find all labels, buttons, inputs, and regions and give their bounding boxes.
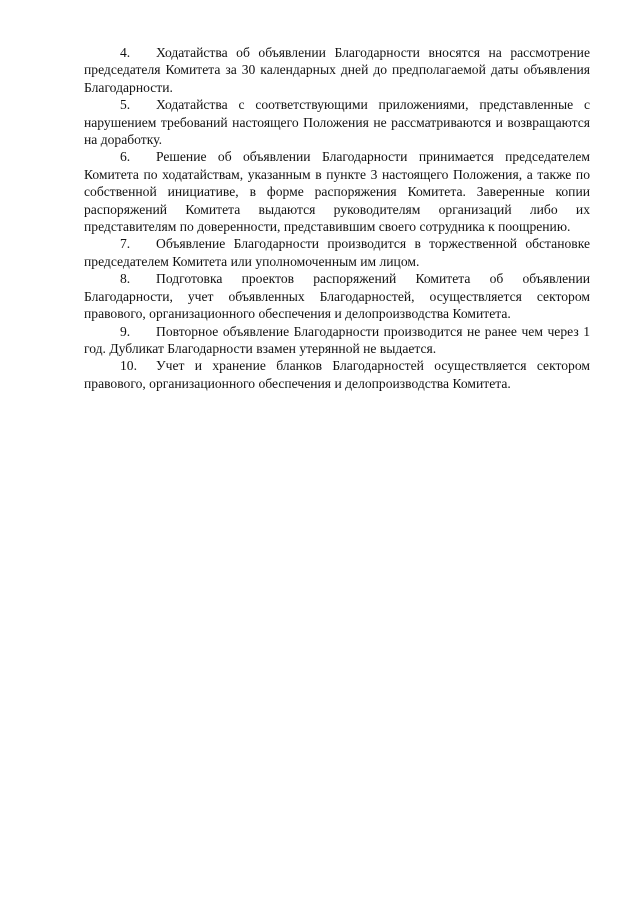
paragraph-number: 9. xyxy=(120,323,131,339)
paragraph-text: Ходатайства об объявлении Благодарности вносятся на рассмотрение председателя Комитета за 30 календарных дней до предполагаемой даты объявления Благодарности. xyxy=(84,45,590,95)
paragraph-number: 8. xyxy=(120,271,131,287)
paragraph-8 xyxy=(84,270,590,322)
paragraph-number: 4. xyxy=(120,45,131,60)
paragraph-number: 6. xyxy=(120,149,131,165)
paragraph-5 xyxy=(84,96,590,148)
paragraph-7 xyxy=(84,235,590,270)
paragraph-text: Решение об объявлении Благодарности принимается председателем Комитета по ходатайствам, указанным в пункте 3 настоящего Положения, а также по собственной инициативе, в форме распоряжения Комитета. Заверенные копии распоряжений Комитета выдаются руководителям организаций либо их представителям по доверенности, представившим своего сотрудника к поощрению. xyxy=(84,149,590,235)
paragraph-number: 5. xyxy=(120,97,131,113)
paragraph-10 xyxy=(84,357,590,392)
paragraph-4 xyxy=(84,44,590,96)
paragraph-text: Повторное объявление Благодарности производится не ранее чем через 1 год. Дубликат Благодарности взамен утерянной не выдается. xyxy=(84,323,590,356)
paragraph-9 xyxy=(84,323,590,358)
paragraph-text: Объявление Благодарности производится в торжественной обстановке председателем Комитета или уполномоченным им лицом. xyxy=(84,236,590,269)
paragraph-text: Подготовка проектов распоряжений Комитета об объявлении Благодарности, учет объявленных Благодарностей, осуществляется сектором правового, организационного обеспечения и делопроизводства Комитета. xyxy=(84,271,590,322)
document-page xyxy=(84,44,590,392)
paragraph-6 xyxy=(84,148,590,235)
paragraph-text: Учет и хранение бланков Благодарностей осуществляется сектором правового, организационного обеспечения и делопроизводства Комитета. xyxy=(84,358,590,391)
paragraph-text: Ходатайства с соответствующими приложениями, представленные с нарушением требований настоящего Положения не рассматриваются и возвращаются на доработку. xyxy=(84,97,590,148)
paragraph-number: 7. xyxy=(120,236,131,252)
paragraph-number: 10. xyxy=(120,358,137,374)
